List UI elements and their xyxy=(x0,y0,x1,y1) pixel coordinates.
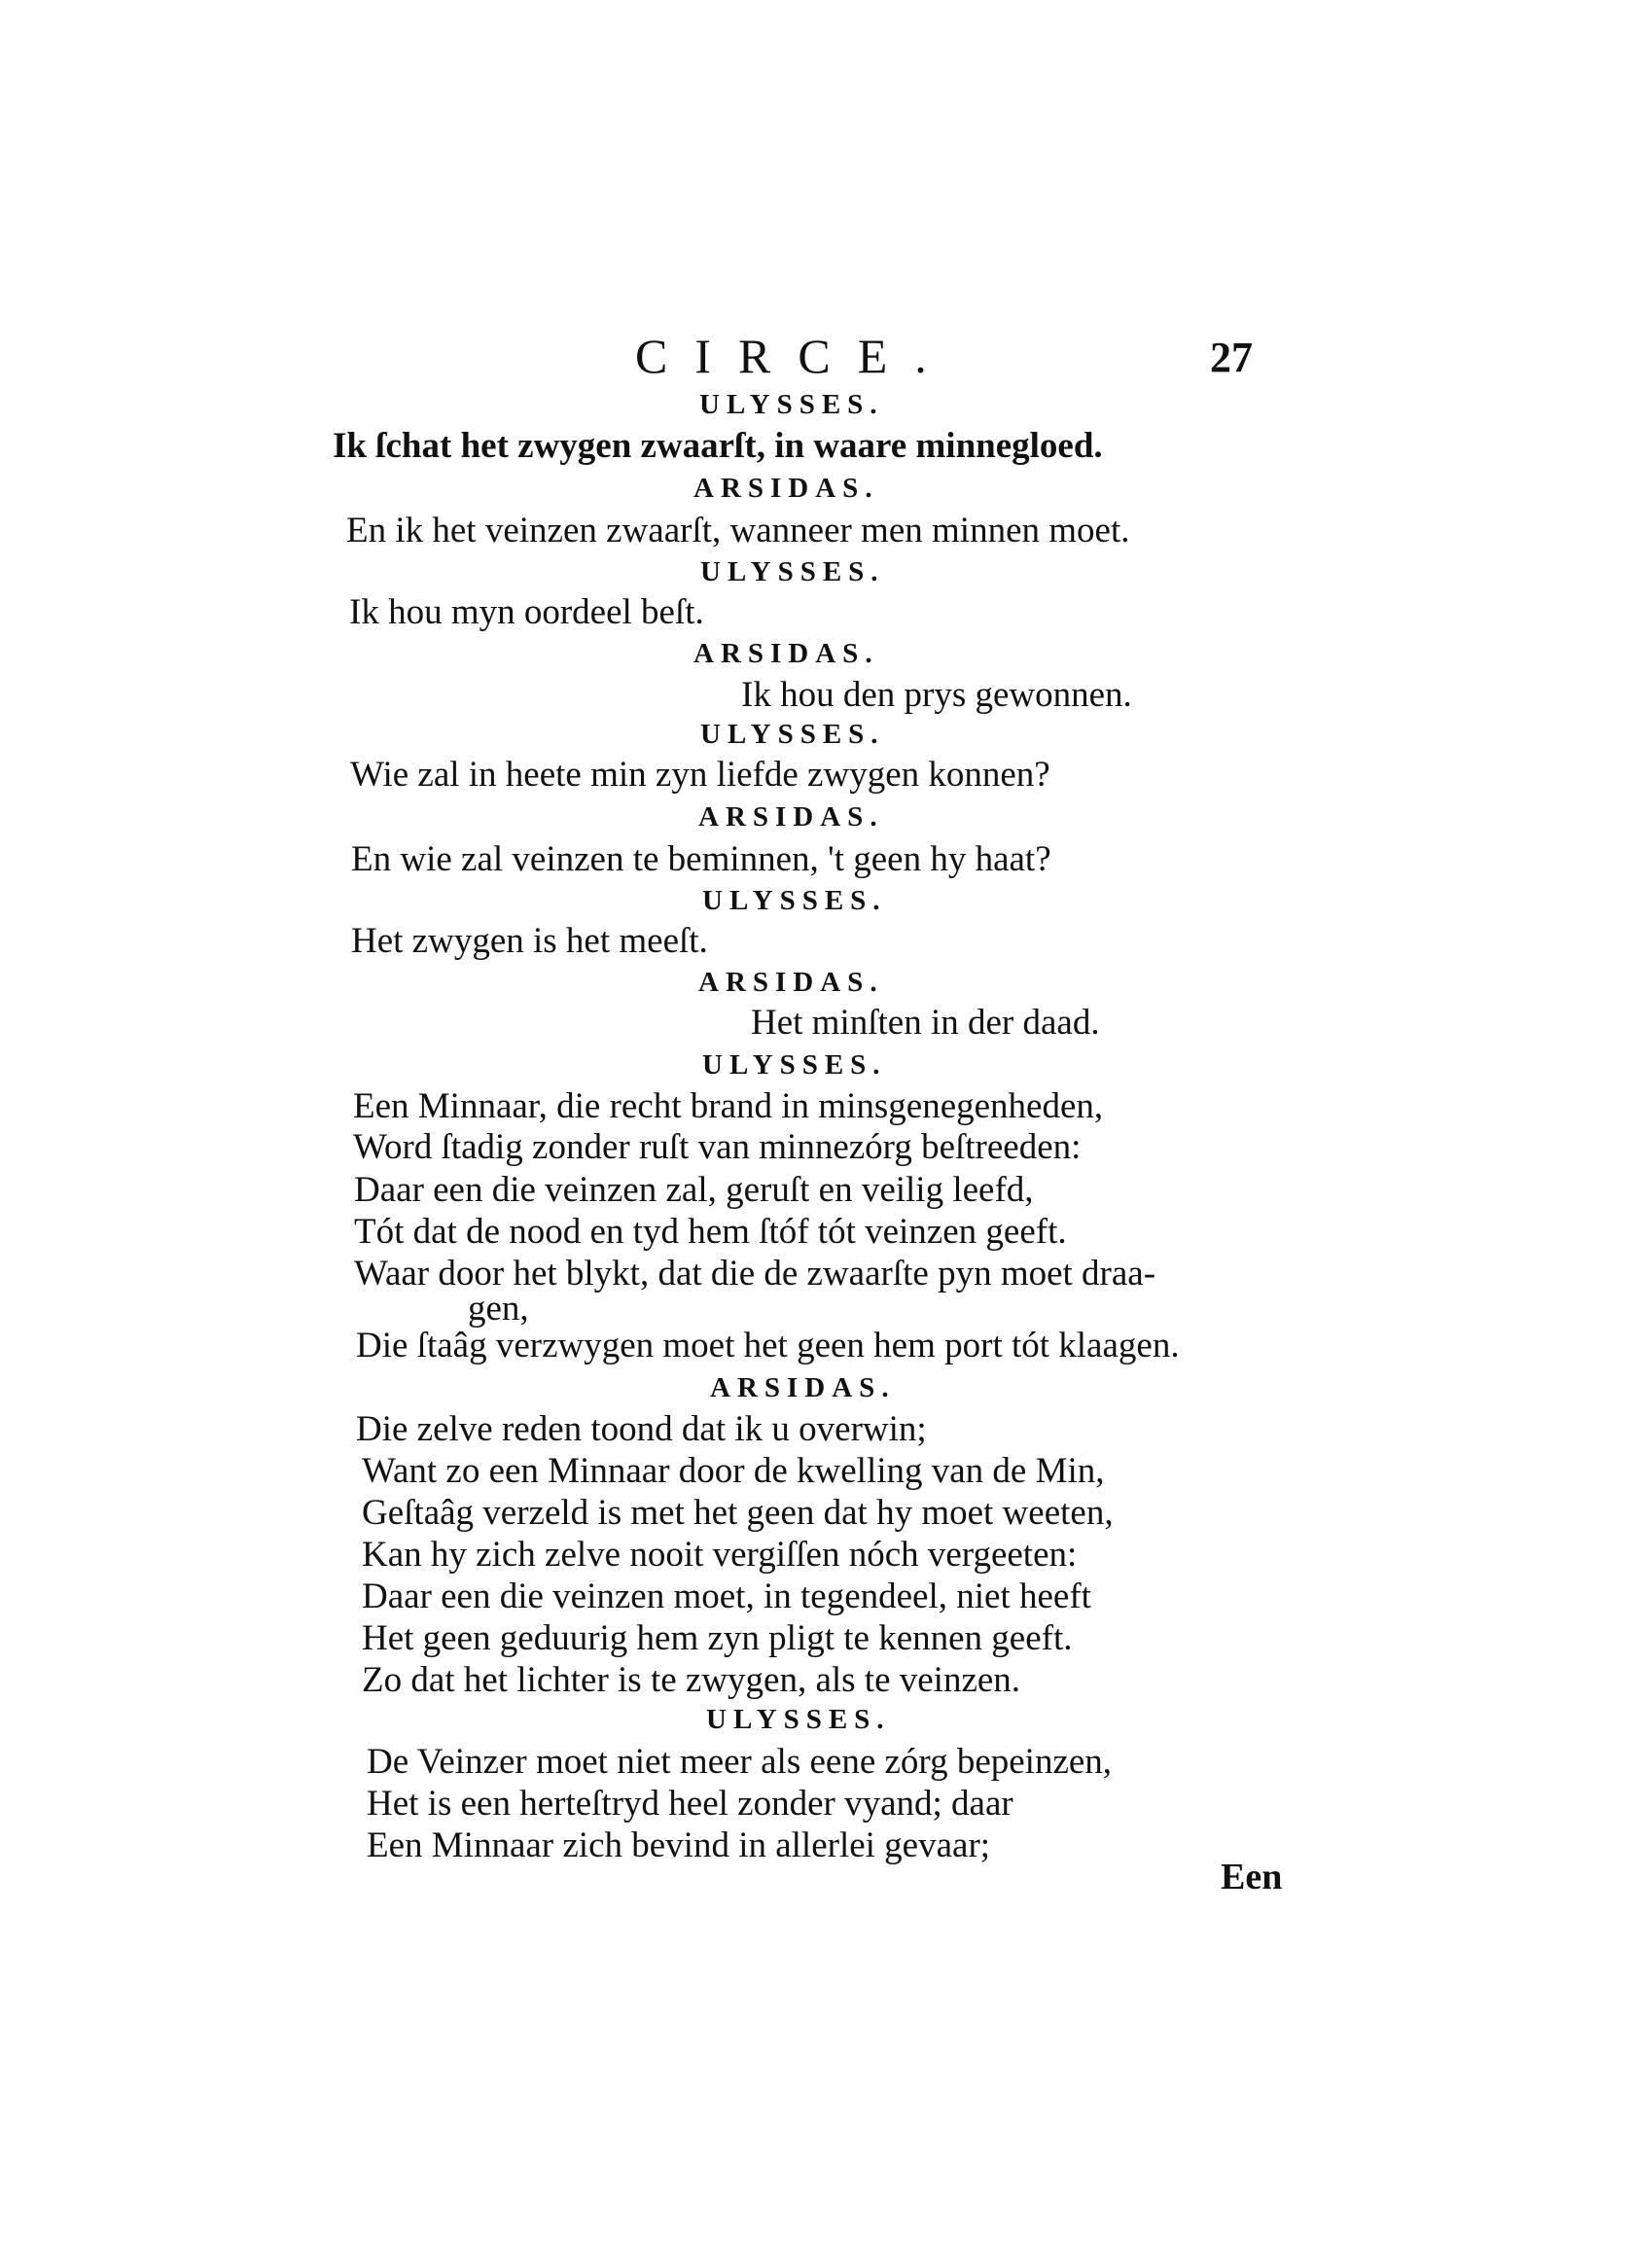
verse-line: Wie zal in heete min zyn liefde zwygen konnen? xyxy=(350,755,1050,795)
verse-line: Daar een die veinzen zal, geruſt en veilig leefd, xyxy=(354,1170,1034,1210)
verse-line: Ik ſchat het zwygen zwaarſt, in waare minnegloed. xyxy=(333,426,1103,466)
verse-line: Want zo een Minnaar door de kwelling van de Min, xyxy=(362,1451,1105,1491)
speaker-heading: ULYSSES. xyxy=(699,389,884,420)
verse-line: Kan hy zich zelve nooit vergiſſen nóch vergeeten: xyxy=(362,1535,1078,1575)
speaker-heading: ARSIDAS. xyxy=(710,1372,896,1403)
verse-line: Ik hou myn oordeel beſt. xyxy=(349,592,704,632)
verse-line: Die zelve reden toond dat ik u overwin; xyxy=(356,1409,927,1449)
verse-line: Daar een die veinzen moet, in tegendeel, niet heeft xyxy=(362,1577,1091,1616)
verse-line: Het is een herteſtryd heel zonder vyand; daar xyxy=(367,1784,1013,1824)
verse-line: Het zwygen is het meeſt. xyxy=(351,921,708,961)
verse-line: Ik hou den prys gewonnen. xyxy=(741,675,1132,715)
page-header xyxy=(0,327,1634,385)
verse-line: Het minſten in der daad. xyxy=(751,1003,1100,1043)
verse-line: Het geen geduurig hem zyn pligt te kennen geeft. xyxy=(362,1618,1073,1658)
speaker-heading: ULYSSES. xyxy=(702,1049,887,1081)
verse-line: gen, xyxy=(468,1289,529,1329)
verse-line: En wie zal veinzen te beminnen, 't geen hy haat? xyxy=(351,839,1051,879)
verse-line: Een Minnaar, die recht brand in minsgenegenheden, xyxy=(353,1086,1104,1126)
verse-line: Geſtaâg verzeld is met het geen dat hy moet weeten, xyxy=(362,1493,1114,1533)
page-number: 27 xyxy=(1210,334,1253,381)
speaker-heading: ULYSSES. xyxy=(702,885,887,916)
speaker-heading: ULYSSES. xyxy=(700,556,885,587)
verse-line: En ik het veinzen zwaarſt, wanneer men minnen moet. xyxy=(346,511,1130,550)
speaker-heading: ULYSSES. xyxy=(706,1704,891,1735)
running-title: CIRCE. xyxy=(635,329,954,383)
verse-line: Zo dat het lichter is te zwygen, als te veinzen. xyxy=(362,1660,1021,1700)
catchword: Een xyxy=(1221,1857,1283,1897)
speaker-heading: ARSIDAS. xyxy=(698,967,884,998)
speaker-heading: ARSIDAS. xyxy=(698,801,884,833)
speaker-heading: ARSIDAS. xyxy=(693,473,879,504)
verse-line: Word ſtadig zonder ruſt van minnezórg beſtreeden: xyxy=(353,1127,1082,1167)
speaker-heading: ULYSSES. xyxy=(700,719,885,750)
verse-line: Een Minnaar zich bevind in allerlei gevaar; xyxy=(367,1825,991,1865)
speaker-heading: ARSIDAS. xyxy=(693,638,879,669)
verse-line: Waar door het blykt, dat die de zwaarſte pyn moet draa- xyxy=(354,1254,1156,1293)
verse-line: Die ſtaâg verzwygen moet het geen hem port tót klaagen. xyxy=(356,1326,1180,1365)
verse-line: Tót dat de nood en tyd hem ſtóf tót veinzen geeft. xyxy=(354,1212,1067,1252)
verse-line: De Veinzer moet niet meer als eene zórg bepeinzen, xyxy=(367,1742,1113,1782)
